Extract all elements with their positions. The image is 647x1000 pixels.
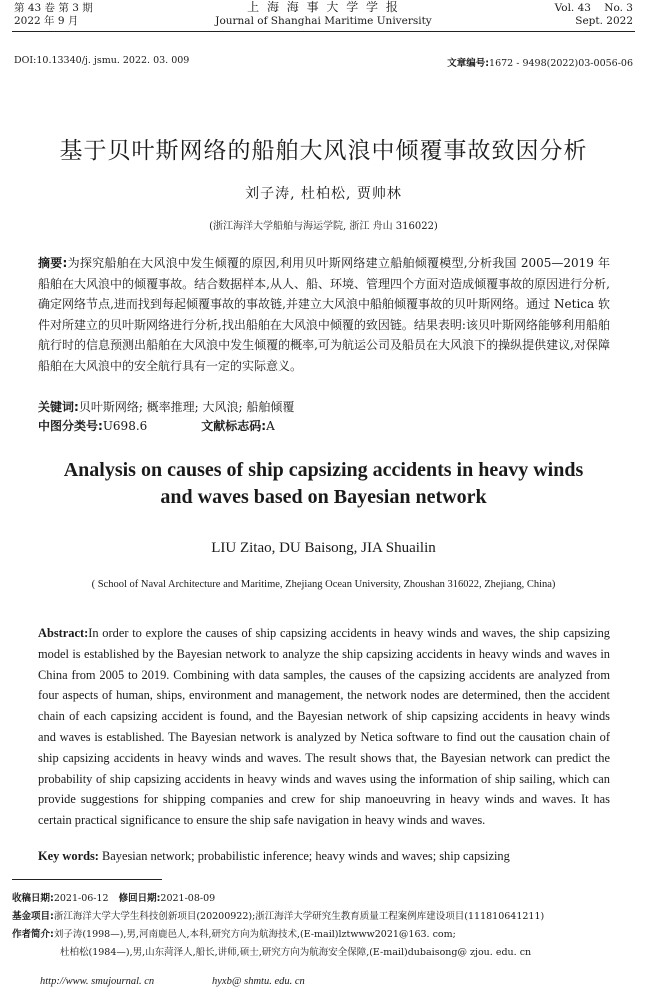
title-cn: 基于贝叶斯网络的船舶大风浪中倾覆事故致因分析 xyxy=(59,138,588,164)
article-number xyxy=(447,55,633,69)
received-label: 收稿日期: xyxy=(12,893,54,904)
doc-code-label: 文献标志码: xyxy=(201,419,267,433)
header-rule xyxy=(12,31,635,32)
doc-code-value: A xyxy=(266,419,275,433)
clc-value: U698.6 xyxy=(102,419,148,433)
fund-text: 浙江海洋大学大学生科技创新项目(20200922);浙江海洋大学研究生教育质量工程案例库建设项目(111810641211) xyxy=(53,911,545,922)
header-date-cn: 2022 年 9 月 xyxy=(14,15,79,27)
footnote-rule xyxy=(12,879,162,880)
keywords-en xyxy=(38,848,610,864)
abstract-cn xyxy=(38,253,610,376)
article-number-label: 文章编号: xyxy=(447,58,490,69)
authors-en: LIU Zitao, DU Baisong, JIA Shuailin xyxy=(211,540,436,556)
title-en-line-1: Analysis on causes of ship capsizing accidents in heavy winds xyxy=(63,459,584,481)
revised-date: 2021-08-09 xyxy=(160,893,216,904)
clc-label: 中图分类号: xyxy=(38,419,103,433)
article-number-value: 1672 - 9498(2022)03-0056-06 xyxy=(489,58,633,69)
keywords-cn-label: 关键词: xyxy=(38,400,79,414)
footnote-fund xyxy=(12,910,544,923)
doi: DOI:10.13340/j. jsmu. 2022. 03. 009 xyxy=(14,55,190,66)
footnote-bio-2: 杜柏松(1984—),男,山东菏泽人,船长,讲师,硕士,研究方向为航海安全保障,(E-mail)dubaisong@ zjou. edu. cn xyxy=(60,947,532,958)
footer-email[interactable]: hyxb@ shmtu. edu. cn xyxy=(212,976,305,987)
abstract-en-label: Abstract: xyxy=(38,626,89,640)
authors-cn: 刘子涛, 杜柏松, 贾帅林 xyxy=(245,186,402,202)
header-journal-cn: 上 海 海 事 大 学 学 报 xyxy=(247,0,400,14)
keywords-en-text: Bayesian network; probabilistic inference; heavy winds and waves; ship capsizing xyxy=(102,849,510,863)
abstract-en-text: In order to explore the causes of ship capsizing accidents in heavy winds and waves, the ship capsizing model is established by the Bayesian network to analyze the ship capsizing accidents in heavy winds and waves in China from 2005 to 2019. Combining with data samples, the causes of the capsizing accidents are analyzed from four aspects of human, ships, environment and management, the network nodes are determined, then the accident chain of each capsizing accident is found, and the Bayesian network of ship capsizing accidents in heavy winds and waves is established. The Bayesian network is analyzed by Netica software to find out the causation chain of ship capsizing accidents in heavy winds and waves. The result shows that, the Bayesian network can predict the probability of ship capsizing accidents in heavy winds and waves using the information of ship sailing, which can provide suggestions for shipping companies and crew for ship manoeuvring in heavy winds and waves. It has certain practical significance to ensure the ship safe navigation in heavy winds and waves. xyxy=(38,626,610,828)
abstract-cn-label: 摘要: xyxy=(38,256,68,270)
header-volume-en: Vol. 43 No. 3 xyxy=(554,2,633,14)
fund-label: 基金项目: xyxy=(12,911,54,922)
header-volume-cn: 第 43 卷 第 3 期 xyxy=(14,2,93,14)
bio-1-text: 刘子涛(1998—),男,河南鹿邑人,本科,研究方向为航海技术,(E-mail)lztwww2021@163. com; xyxy=(53,929,456,940)
footnote-bio-1 xyxy=(12,928,456,941)
title-en-line-2: and waves based on Bayesian network xyxy=(160,486,487,508)
received-date: 2021-06-12 xyxy=(53,893,109,904)
revised-label: 修回日期: xyxy=(118,893,161,904)
header-journal-en: Journal of Shanghai Maritime University xyxy=(215,15,432,27)
footnote-dates xyxy=(12,892,215,905)
keywords-en-label: Key words: xyxy=(38,849,99,863)
keywords-cn-text: 贝叶斯网络; 概率推理; 大风浪; 船舶倾覆 xyxy=(78,400,295,414)
affiliation-en: ( School of Naval Architecture and Maritime, Zhejiang Ocean University, Zhoushan 316022, Zhejiang, China) xyxy=(91,579,556,590)
bio-label: 作者简介: xyxy=(12,929,54,940)
abstract-cn-text: 为探究船舶在大风浪中发生倾覆的原因,利用贝叶斯网络建立船舶倾覆模型,分析我国 2005—2019 年船舶在大风浪中的倾覆事故。结合数据样本,从人、船、环境、管理四个方面对造成倾覆事故的原因进行分析,确定网络节点,进而找到每起倾覆事故的事故链,并建立大风浪中船舶倾覆事故的贝叶斯网络。通过 Netica 软件对所建立的贝叶斯网络进行分析,找出船舶在大风浪中倾覆的致因链。结果表明:该贝叶斯网络能够利用船舶航行时的信息预测出船舶在大风浪中发生倾覆的概率,可为航运公司及船员在大风浪下的操纵提供建议,对保障船舶在大风浪中的安全航行具有一定的实际意义。 xyxy=(38,256,610,373)
classification-cn xyxy=(38,418,610,434)
abstract-en xyxy=(38,623,610,831)
header-date-en: Sept. 2022 xyxy=(575,15,633,27)
footer-url[interactable]: http://www. smujournal. cn xyxy=(40,976,155,987)
affiliation-cn: (浙江海洋大学船舶与海运学院, 浙江 舟山 316022) xyxy=(209,221,438,232)
keywords-cn xyxy=(38,399,610,415)
